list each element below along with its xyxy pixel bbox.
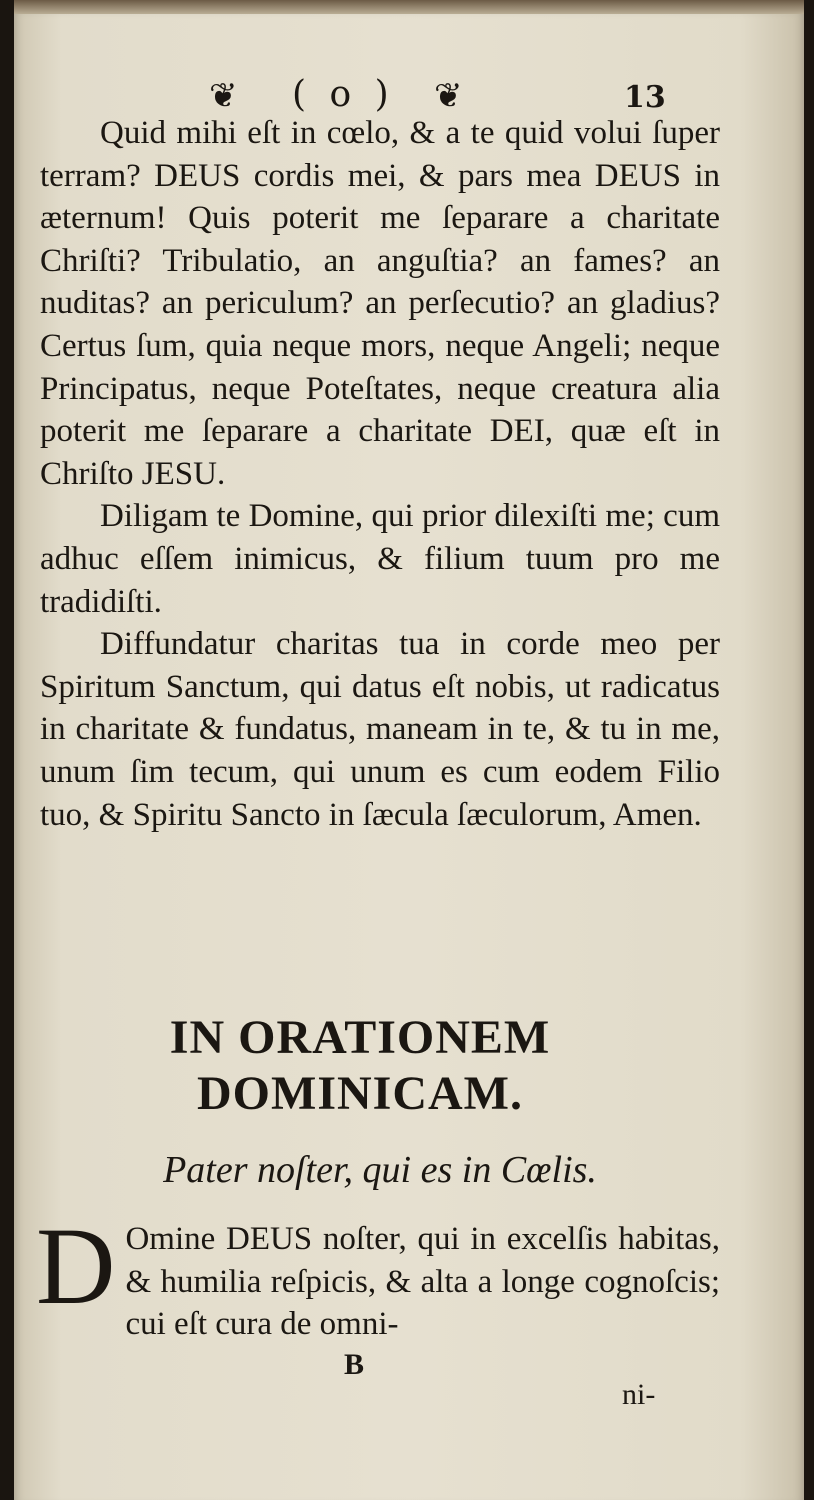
- page-top-edge: [14, 0, 804, 14]
- page-number: 13: [624, 80, 666, 115]
- book-page: [14, 0, 804, 1500]
- body-text: [40, 112, 720, 836]
- section-title: IN ORATIONEM DOMINICAM.: [169, 1011, 551, 1120]
- page-mark: ( o ): [292, 74, 395, 115]
- section-text: [36, 1205, 720, 1346]
- ornament-left-icon: ❦: [209, 76, 238, 116]
- paragraph-1: Quid mihi eſt in cœlo, & a te quid volui ſuper terram? DEUS cordis mei, & pars mea DEUS in æternum! Quis poterit me ſeparare a charitate Chriſti? Tribulatio, an anguſtia? an fames? an nuditas? an periculum? an perſecutio? an gladius? Certus ſum, quia neque mors, neque Angeli; neque Principatus, neque Poteſtates, neque creatura alia poterit me ſeparare a charitate DEI, quæ eſt in Chriſto JESU.: [40, 115, 720, 492]
- paragraph-3: Diffundatur charitas tua in corde meo per Spiritum Sanctum, qui datus eſt nobis, ut radicatus in charitate & fundatus, maneam in te, & tu in me, unum ſim tecum, qui unum es cum eodem Filio tuo, & Spiritu Sancto in ſæcula ſæculorum, Amen.: [40, 626, 720, 833]
- section-subtitle: Pater noſter, qui es in Cœlis.: [163, 1149, 597, 1191]
- drop-cap: D: [36, 1205, 116, 1327]
- paragraph-2: Diligam te Domine, qui prior dilexiſti me; cum adhuc eſſem inimicus, & filium tuum pro me tradidiſti.: [40, 498, 720, 620]
- section-text-body: Omine DEUS noſter, qui in excelſis habitas, & humilia reſpicis, & alta a longe cognoſcis; cui eſt cura de omni-: [125, 1221, 720, 1343]
- ornament-right-icon: ❦: [434, 76, 463, 116]
- catchword: ni-: [622, 1378, 656, 1411]
- signature-mark: B: [344, 1348, 365, 1381]
